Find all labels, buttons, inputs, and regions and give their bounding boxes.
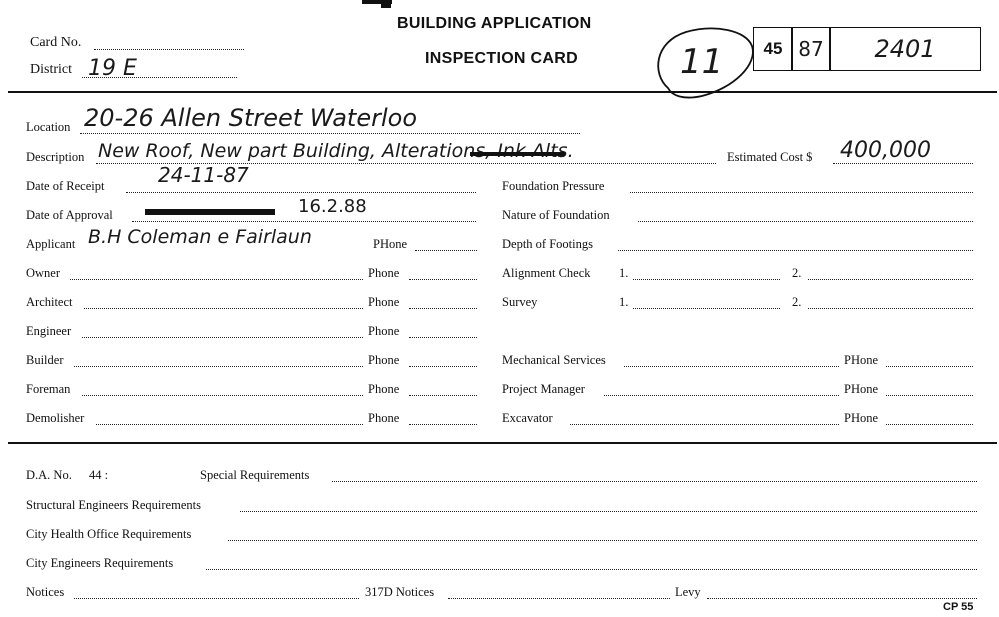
demolisher-phone-line	[409, 424, 477, 425]
header-divider	[8, 91, 997, 93]
architect-line	[84, 308, 363, 309]
foreman-line	[82, 395, 363, 396]
excavator-line	[570, 424, 839, 425]
levy-line	[707, 598, 977, 599]
ref-box-3	[829, 27, 981, 71]
district-value: 19 E	[88, 56, 137, 81]
builder-line	[74, 366, 363, 367]
excavator-phone-label: PHone	[844, 411, 879, 425]
da-no-value: 44 :	[89, 468, 109, 482]
special-requirements-line	[332, 481, 977, 482]
builder-phone-label: Phone	[368, 353, 400, 367]
alignment-check-num1: 1.	[619, 266, 629, 280]
nature-foundation-line	[638, 221, 973, 222]
survey-num1: 1.	[619, 295, 629, 309]
location-label: Location	[26, 120, 71, 134]
health-requirements-line	[228, 540, 977, 541]
architect-label: Architect	[26, 295, 73, 309]
foreman-phone-line	[409, 395, 477, 396]
date-approval-value: 16.2.88	[298, 196, 367, 217]
engineer-label: Engineer	[26, 324, 72, 338]
applicant-phone-line	[415, 250, 477, 251]
owner-phone-label: Phone	[368, 266, 400, 280]
circled-number: 11	[680, 42, 724, 82]
form-code: CP 55	[943, 601, 974, 613]
survey-label: Survey	[502, 295, 538, 309]
structural-requirements-label: Structural Engineers Requirements	[26, 498, 201, 512]
engineers-requirements-line	[206, 569, 977, 570]
survey-line1	[633, 308, 780, 309]
demolisher-label: Demolisher	[26, 411, 85, 425]
ref-box-2-value: 87	[798, 37, 824, 61]
estimated-cost-line	[833, 163, 973, 164]
estimated-cost-label: Estimated Cost $	[727, 150, 813, 164]
applicant-label: Applicant	[26, 237, 76, 251]
date-approval-label: Date of Approval	[26, 208, 113, 222]
alignment-check-line2	[808, 279, 973, 280]
mechanical-line	[624, 366, 839, 367]
estimated-cost-value: 400,000	[840, 138, 931, 163]
top-mark-2	[381, 0, 391, 8]
demolisher-line	[96, 424, 363, 425]
owner-phone-line	[409, 279, 477, 280]
survey-line2	[808, 308, 973, 309]
foundation-pressure-label: Foundation Pressure	[502, 179, 605, 193]
mechanical-phone-label: PHone	[844, 353, 879, 367]
nature-foundation-label: Nature of Foundation	[502, 208, 610, 222]
ref-box-3-value: 2401	[874, 35, 936, 63]
depth-footings-label: Depth of Footings	[502, 237, 593, 251]
levy-label: Levy	[675, 585, 701, 599]
date-receipt-label: Date of Receipt	[26, 179, 105, 193]
project-manager-phone-label: PHone	[844, 382, 879, 396]
foreman-label: Foreman	[26, 382, 71, 396]
project-manager-phone-line	[886, 395, 973, 396]
date-approval-line	[132, 221, 476, 222]
demolisher-phone-label: Phone	[368, 411, 400, 425]
mechanical-label: Mechanical Services	[502, 353, 606, 367]
mechanical-phone-line	[886, 366, 973, 367]
excavator-phone-line	[886, 424, 973, 425]
date-receipt-line	[126, 192, 476, 193]
description-label: Description	[26, 150, 85, 164]
excavator-label: Excavator	[502, 411, 553, 425]
date-approval-strikeout	[145, 209, 275, 215]
location-line	[80, 133, 580, 134]
card-title-line2: INSPECTION CARD	[425, 50, 578, 67]
notices-317d-label: 317D Notices	[365, 585, 435, 599]
description-strikeout	[470, 152, 565, 156]
engineer-line	[82, 337, 363, 338]
special-requirements-label: Special Requirements	[200, 468, 310, 482]
da-no-label: D.A. No.	[26, 468, 72, 482]
description-value: New Roof, New part Building, Alterations, Ink Alts.	[98, 140, 574, 162]
location-value: 20-26 Allen Street Waterloo	[84, 104, 418, 132]
health-requirements-label: City Health Office Requirements	[26, 527, 192, 541]
owner-line	[70, 279, 363, 280]
project-manager-label: Project Manager	[502, 382, 585, 396]
card-title-line1: BUILDING APPLICATION	[397, 15, 592, 32]
card-no-line	[94, 49, 244, 50]
project-manager-line	[604, 395, 839, 396]
architect-phone-label: Phone	[368, 295, 400, 309]
depth-footings-line	[618, 250, 973, 251]
alignment-check-label: Alignment Check	[502, 266, 591, 280]
notices-line	[74, 598, 359, 599]
foundation-pressure-line	[630, 192, 973, 193]
ref-box-2	[791, 27, 831, 71]
district-label: District	[30, 62, 72, 77]
builder-phone-line	[409, 366, 477, 367]
architect-phone-line	[409, 308, 477, 309]
structural-requirements-line	[240, 511, 977, 512]
survey-num2: 2.	[792, 295, 802, 309]
owner-label: Owner	[26, 266, 61, 280]
card-no-label: Card No.	[30, 35, 82, 50]
applicant-phone-label: PHone	[373, 237, 408, 251]
details-divider	[8, 442, 997, 444]
engineer-phone-label: Phone	[368, 324, 400, 338]
builder-label: Builder	[26, 353, 64, 367]
engineer-phone-line	[409, 337, 477, 338]
engineers-requirements-label: City Engineers Requirements	[26, 556, 174, 570]
foreman-phone-label: Phone	[368, 382, 400, 396]
ref-box-1	[753, 27, 793, 71]
notices-317d-line	[448, 598, 670, 599]
notices-label: Notices	[26, 585, 65, 599]
alignment-check-num2: 2.	[792, 266, 802, 280]
alignment-check-line1	[633, 279, 780, 280]
applicant-value: B.H Coleman e Fairlaun	[88, 226, 312, 248]
date-receipt-value: 24-11-87	[158, 163, 249, 187]
ref-box-1-value: 45	[763, 39, 783, 58]
